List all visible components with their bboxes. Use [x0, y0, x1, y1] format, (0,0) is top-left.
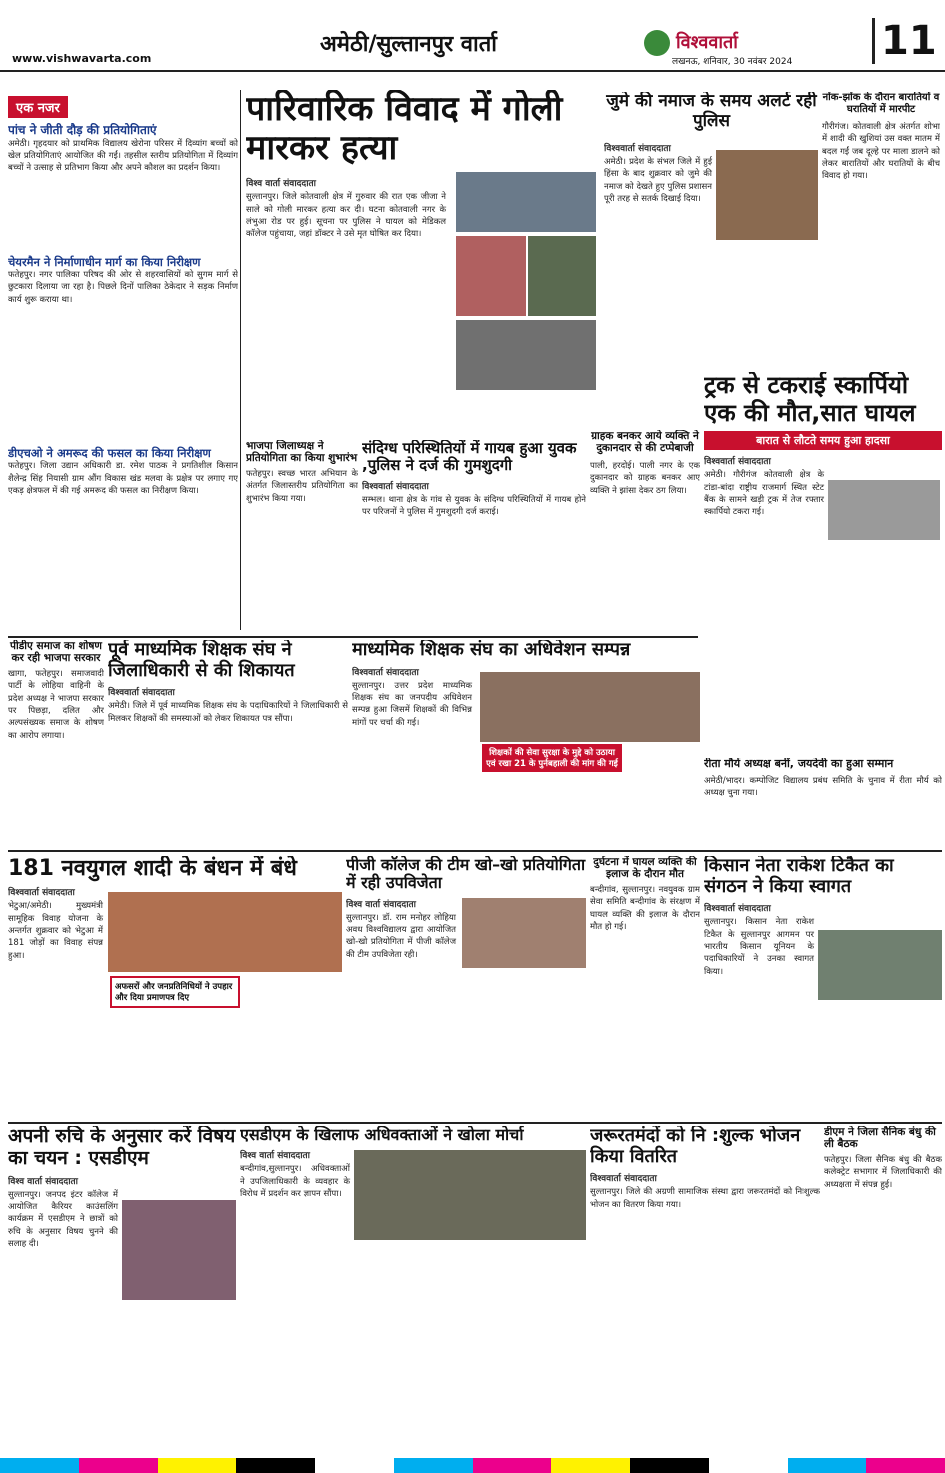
missing-youth-story [362, 440, 586, 635]
right-top-story [822, 92, 940, 362]
friday-text: अमेठी। प्रदेश के संभल जिले में हुई हिंसा के बाद शुक्रवार को जुमे की नमाज को देखते हुए पुलिस प्रशासन पूरी तरह से सतर्क दिखाई दिया। [604, 157, 712, 205]
page-number: 11 [872, 18, 937, 64]
accident-story [704, 372, 942, 752]
brand-name: विश्ववार्ता [676, 32, 738, 53]
mass-wedding-text: भेटुआ/अमेठी। मुख्यमंत्री सामूहिक विवाह योजना के अन्तर्गत शुक्रवार को भेटुआ में 181 जोड़ों का विवाह संपन्न हुआ। [8, 901, 103, 961]
right-top-headline: नोंक-झोंक के दौरान बारातियों व घरातियों में मारपीट [822, 92, 940, 115]
website-url[interactable]: www.vishwavarta.com [12, 52, 152, 65]
brand-logo-icon [644, 30, 670, 56]
ritu-headline: रीता मौर्य अध्यक्ष बनीं, जयदेवी का हुआ सम्मान [704, 758, 894, 770]
brief2-headline: चेयरमैन ने निर्माणाधीन मार्ग का किया निरीक्षण [8, 254, 201, 269]
accident-subhead: बारात से लौटते समय हुआ हादसा [704, 431, 942, 450]
free-food-byline: विश्ववार्ता संवाददाता [590, 1174, 657, 1185]
accident-byline: विश्ववार्ता संवाददाता [704, 457, 771, 468]
teachers-session-photo [480, 672, 700, 742]
ritu-story [704, 758, 942, 848]
brief3-text: फतेहपुर। जिला उद्यान अधिकारी डा. रमेश पाठक ने प्रगतिशील किसान शैलेन्द्र सिंह नियासी ग्राम औंग विकास खंड मलवा के प्रक्षेत्र पर लगाए गए एकड़ क्षेत्रफल में की गई अमरूद की फसल का निरीक्षण किया। [8, 461, 238, 496]
shopkeeper-headline: ग्राहक बनकर आये व्यक्ति ने दुकानदार से की टप्पेबाजी [591, 430, 699, 455]
brief1-text: अमेठी। गृहदयार को प्राथमिक विद्यालय खेरोना परिसर में दिव्यांग बच्चों को खेल प्रतियोगिताएं आयोजित की गईं। तहसील स्तरीय प्रतियोगिता में दिव्यांग बच्चों ने उत्साह से प्रतिभाग किया और अपने कौशल का प्रदर्शन किया। [8, 138, 238, 174]
sdm-advice-headline: अपनी रुचि के अनुसार करें विषय का चयन : एसडीएम [8, 1126, 236, 1169]
road-accident-story [590, 856, 700, 1116]
tikait-text: सुल्तानपुर। किसान नेता राकेश टिकैत के सुल्तानपुर आगमन पर भारतीय किसान यूनियन के पदाधिकारियों ने उनका स्वागत किया। [704, 917, 814, 977]
sdm-advice-byline: विश्व वार्ता संवाददाता [8, 1176, 78, 1187]
advocates-byline: विश्व वार्ता संवाददाता [240, 1151, 310, 1162]
lead-photo-victim [456, 172, 596, 232]
free-food-text: सुल्तानपुर। जिले की अग्रणी सामाजिक संस्था द्वारा जरूरतमंदों को निःशुल्क भोजन का वितरण किया गया। [590, 1187, 820, 1210]
brief1-headline: पांच ने जीती दौड़ की प्रतियोगिताएं [8, 123, 157, 137]
bjp-story [246, 440, 358, 635]
advocates-photo [354, 1150, 586, 1240]
printer-color-bar [0, 1458, 945, 1473]
pg-college-text: सुल्तानपुर। डॉ. राम मनोहर लोहिया अवध विश्वविद्यालय द्वारा आयोजित खो-खो प्रतियोगिता में पीजी कॉलेज की टीम उपविजेता रही। [346, 912, 456, 960]
accident-headline: ट्रक से टकराई स्कार्पियो एक की मौत,सात घायल [704, 372, 916, 427]
free-food-story [590, 1126, 820, 1456]
free-food-headline: जरूरतमंदों को नि :शुल्क भोजन किया वितरित [590, 1126, 801, 1167]
dm-meeting-headline: डीएम ने जिला सैनिक बंधु की ली बैठक [824, 1126, 936, 1151]
lead-photo-scene [456, 320, 596, 390]
tikait-headline: किसान नेता राकेश टिकैत का संगठन ने किया स्वागत [704, 856, 894, 897]
missing-headline: संदिग्ध परिस्थितियों में गायब हुआ युवक ,पुलिस ने दर्ज की गुमशुदगी [362, 440, 577, 475]
dateline: लखनऊ, शनिवार, 30 नवंबर 2024 [672, 57, 793, 67]
missing-text: सम्भल। थाना क्षेत्र के गांव से युवक के संदिग्ध परिस्थितियों में गायब होने पर परिजनों ने पुलिस में गुमशुदगी दर्ज कराई। [362, 494, 586, 517]
right-top-text: गौरीगंज। कोतवाली क्षेत्र अंतर्गत शोभा में शादी की खुशियां उस वक्त मातम में बदल गईं जब दूल्हे पर माला डालने को लेकर बारातियों और घरातियों के बीच विवाद हो गया। [822, 122, 940, 182]
lead-headline: पारिवारिक विवाद में गोली मारकर हत्या [246, 90, 563, 169]
section-title: अमेठी/सुल्तानपुर वार्ता [320, 32, 497, 57]
pdp-headline: पीडीए समाज का शोषण कर रही भाजपा सरकार [10, 640, 102, 665]
dm-meeting-text: फतेहपुर। जिला सैनिक बंधु की बैठक कलेक्ट्रेट सभागार में जिलाधिकारी की अध्यक्षता में संपन्न हुई। [824, 1155, 942, 1190]
friday-byline: विश्ववार्ता संवाददाता [604, 144, 671, 155]
lead-byline: विश्व वार्ता संवाददाता [246, 179, 316, 190]
advocates-text: बन्दीगांव,सुल्तानपुर। अधिवक्ताओं ने उपजिलाधिकारी के व्यवहार के विरोध में प्रदर्शन कर ज्ञापन सौंपा। [240, 1164, 350, 1200]
shopkeeper-story [590, 430, 700, 630]
pdp-story [8, 640, 104, 845]
teachers-complaint-byline: विश्ववार्ता संवाददाता [108, 688, 175, 699]
teachers-complaint-story [108, 640, 348, 845]
pg-college-byline: विश्व वार्ता संवाददाता [346, 899, 416, 910]
accident-photo [828, 480, 940, 540]
teachers-session-caption: शिक्षकों की सेवा सुरक्षा के मुद्दे को उठाया एवं रखा 21 के पुर्नबहाली की मांग की गई [482, 744, 622, 772]
friday-photo [716, 150, 818, 240]
teachers-session-byline: विश्ववार्ता संवाददाता [352, 667, 419, 678]
sdm-advice-text: सुल्तानपुर। जनपद इंटर कॉलेज में आयोजित कैरियर काउंसलिंग कार्यक्रम में एसडीएम ने छात्रों को रुचि के अनुसार विषय चुनने की सलाह दी। [8, 1189, 118, 1249]
road-accident-headline: दुर्घटना में घायल व्यक्ति की इलाज के दौरान मौत [593, 856, 697, 881]
lead-photo-woman [456, 236, 526, 316]
lead-photo-man [528, 236, 596, 316]
teachers-session-story [352, 640, 700, 845]
advocates-headline: एसडीएम के खिलाफ अधिवक्ताओं ने खोला मोर्चा [240, 1126, 524, 1144]
pdp-text: खागा, फतेहपुर। समाजवादी पार्टी के लोहिया वाहिनी के प्रदेश अध्यक्ष ने भाजपा सरकार पर पिछड़ा, दलित और अल्पसंख्यक समाज के शोषण का आरोप लगाया। [8, 669, 104, 741]
sdm-advice-photo [122, 1200, 236, 1300]
bjp-headline: भाजपा जिलाध्यक्ष ने प्रतियोगिता का किया शुभारंभ [246, 440, 358, 465]
teachers-complaint-text: अमेठी। जिले में पूर्व माध्यमिक शिक्षक संघ के पदाधिकारियों ने जिलाधिकारी से मिलकर शिक्षकों की समस्याओं को लेकर शिकायत पत्र सौंपा। [108, 701, 348, 724]
mass-wedding-headline: 181 नवयुगल शादी के बंधन में बंधे [8, 856, 297, 881]
tikait-byline: विश्ववार्ता संवाददाता [704, 904, 771, 915]
mass-wedding-caption: अफसरों और जनप्रतिनिधियों ने उपहार और दिया प्रमाणपत्र दिए [110, 976, 240, 1008]
brief2-text: फतेहपुर। नगर पालिका परिषद की ओर से शहरवासियों को सुगम मार्ग से छुटकारा दिलाया जा रहा है। पिछले दिनों पालिका ठेकेदार ने सड़क निर्माण कार्य शुरू कराया था। [8, 270, 238, 305]
accident-text: अमेठी। गौरीगंज कोतवाली क्षेत्र के टांडा-बांदा राष्ट्रीय राजमार्ग स्थित स्टेट बैंक के सामने खड़ी ट्रक में तेज रफ्तार स्कार्पियो टकरा गई। [704, 470, 824, 518]
bjp-text: फतेहपुर। स्वच्छ भारत अभियान के अंतर्गत जिलास्तरीय प्रतियोगिता का शुभारंभ किया गया। [246, 469, 358, 504]
shopkeeper-text: पाली, हरदोई। पाली नगर के एक दुकानदार को ग्राहक बनकर आए व्यक्ति ने झांसा देकर ठग लिया। [590, 461, 700, 496]
teachers-session-headline: माध्यमिक शिक्षक संघ का अधिवेशन सम्पन्न [352, 640, 631, 660]
friday-headline: जुमे की नमाज के समय अलर्ट रही पुलिस [606, 92, 817, 131]
pg-college-headline: पीजी कॉलेज की टीम खो–खो प्रतियोगिता में रही उपविजेता [346, 856, 586, 893]
mass-wedding-photo [108, 892, 342, 972]
road-accident-text: बन्दीगांव, सुल्तानपुर। नवयुवक ग्राम सेवा समिति बन्दीगांव के संरक्षण में घायल व्यक्ति की इलाज के दौरान मौत हो गई। [590, 885, 700, 933]
teachers-session-text: सुल्तानपुर। उत्तर प्रदेश माध्यमिक शिक्षक संघ का जनपदीय अधिवेशन सम्पन्न हुआ जिसमें शिक्षकों की विभिन्न मांगों पर चर्चा की गई। [352, 680, 472, 728]
ritu-text: अमेठी/भादर। कम्पोजिट विद्यालय प्रबंध समिति के चुनाव में रीता मौर्य को अध्यक्ष चुना गया। [704, 775, 942, 798]
missing-byline: विश्ववार्ता संवाददाता [362, 481, 429, 492]
dm-meeting-story [824, 1126, 942, 1456]
lead-text: सुल्तानपुर। जिले कोतवाली क्षेत्र में गुरुवार की रात एक जीजा ने साले को गोली मारकर हत्या कर दी। घटना कोतवाली नगर के लंभुआ रोड पर हुई। सूचना पर पुलिस ने घायल को मेडिकल कॉलेज पहुंचाया, जहां डॉक्टर ने उसे मृत घोषित कर दिया। [246, 192, 446, 240]
pg-college-story [346, 856, 586, 1116]
mass-wedding-byline: विश्ववार्ता संवाददाता [8, 888, 75, 899]
teachers-complaint-headline: पूर्व माध्यमिक शिक्षक संघ ने जिलाधिकारी से की शिकायत [108, 640, 295, 681]
brief3-headline: डीएचओ ने अमरूद की फसल का किया निरीक्षण [8, 446, 211, 461]
tikait-photo [818, 930, 942, 1000]
kicker-label: एक नजर [8, 96, 68, 118]
left-column [8, 96, 238, 626]
pg-college-photo [462, 898, 586, 968]
